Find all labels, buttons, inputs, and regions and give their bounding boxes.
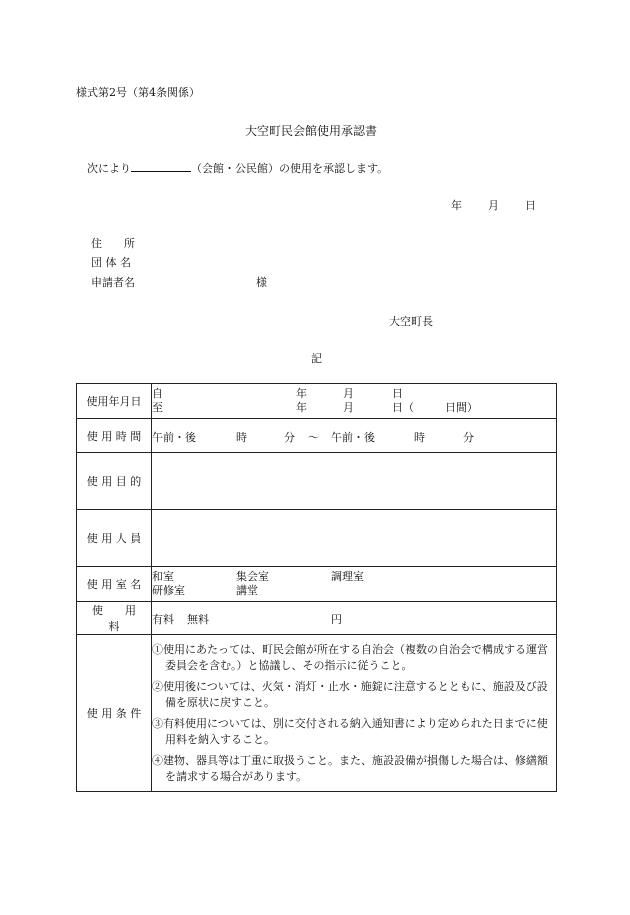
label-conditions: 使 用 条 件 (77, 635, 152, 792)
condition-1: ①使用にあたっては、町民会館が所在する自治会（複数の自治会で構成する運営委員会を含む。）と協議し、その指示に従うこと。 (152, 642, 548, 672)
date-from: 自 (152, 387, 163, 400)
document-title: 大空町民会館使用承認書 (245, 124, 378, 138)
end-ampm: 午前・後 (331, 430, 375, 444)
room-choriship[interactable]: 調理室 (331, 570, 364, 583)
intro-suffix: （会館・公民館）の使用を承認します。 (191, 162, 389, 175)
label-people: 使 用 人 員 (77, 510, 152, 567)
room-shukaishitsu[interactable]: 集会室 (236, 570, 269, 583)
label-fee: 使 用 料 (77, 602, 152, 635)
fee-free[interactable]: 無料 (187, 613, 209, 626)
room-washitsu[interactable]: 和室 (152, 570, 174, 583)
value-conditions (152, 635, 557, 792)
label-purpose: 使 用 目 的 (77, 453, 152, 510)
row-conditions (77, 635, 557, 792)
to-day: 日（ (392, 401, 414, 414)
end-hour: 時 (414, 430, 425, 444)
value-rooms[interactable] (152, 567, 557, 602)
room-kenshushitsu[interactable]: 研修室 (152, 584, 185, 597)
address-label: 住 所 (91, 237, 135, 250)
row-time (77, 419, 557, 453)
intro-prefix: 次により (87, 162, 131, 175)
intro-blank[interactable] (131, 161, 191, 172)
start-ampm: 午前・後 (152, 430, 196, 444)
value-time[interactable] (152, 419, 557, 453)
label-date: 使用年月日 (77, 384, 152, 419)
form-number: 様式第2号（第4条関係） (76, 86, 200, 99)
condition-2: ②使用後については、火気・消灯・止水・施錠に注意するとともに、施設及び設備を原状に戻すこと。 (152, 679, 548, 709)
start-hour: 時 (236, 430, 247, 444)
value-purpose[interactable] (152, 453, 557, 510)
from-month: 月 (343, 387, 354, 400)
row-rooms (77, 567, 557, 602)
ki-mark: 記 (311, 352, 322, 365)
condition-4: ④建物、器具等は丁重に取扱うこと。また、施設設備が損傷した場合は、修繕額を請求する場合があります。 (152, 753, 548, 783)
room-kodo[interactable]: 講堂 (236, 584, 258, 597)
condition-3: ③有料使用については、別に交付される納入通知書により定められた日までに使用料を納入すること。 (152, 716, 548, 746)
row-fee (77, 602, 557, 635)
fee-paid[interactable]: 有料 (152, 613, 174, 626)
tilde: ～ (308, 430, 319, 444)
from-year: 年 (296, 387, 307, 400)
to-month: 月 (343, 401, 354, 414)
value-people[interactable] (152, 510, 557, 567)
row-people (77, 510, 557, 567)
date-line (451, 197, 536, 213)
date-year: 年 (451, 199, 462, 212)
date-to: 至 (152, 401, 163, 414)
from-day: 日 (392, 387, 403, 400)
fee-yen: 円 (331, 613, 342, 626)
value-date[interactable] (152, 384, 557, 419)
issuer: 大空町長 (389, 315, 433, 328)
start-minute: 分 (284, 430, 295, 444)
group-label: 団 体 名 (91, 256, 131, 269)
row-date (77, 384, 557, 419)
date-month: 月 (488, 199, 499, 212)
applicant-name-label: 申請者名 (91, 276, 135, 289)
row-purpose (77, 453, 557, 510)
value-fee[interactable] (152, 602, 557, 635)
intro-line (87, 160, 388, 176)
date-day: 日 (525, 199, 536, 212)
approval-table (76, 383, 557, 792)
honorific: 様 (256, 276, 267, 289)
end-minute: 分 (463, 430, 474, 444)
days-count: 日間） (445, 401, 478, 414)
label-time: 使 用 時 間 (77, 419, 152, 453)
label-rooms: 使 用 室 名 (77, 567, 152, 602)
to-year: 年 (296, 401, 307, 414)
